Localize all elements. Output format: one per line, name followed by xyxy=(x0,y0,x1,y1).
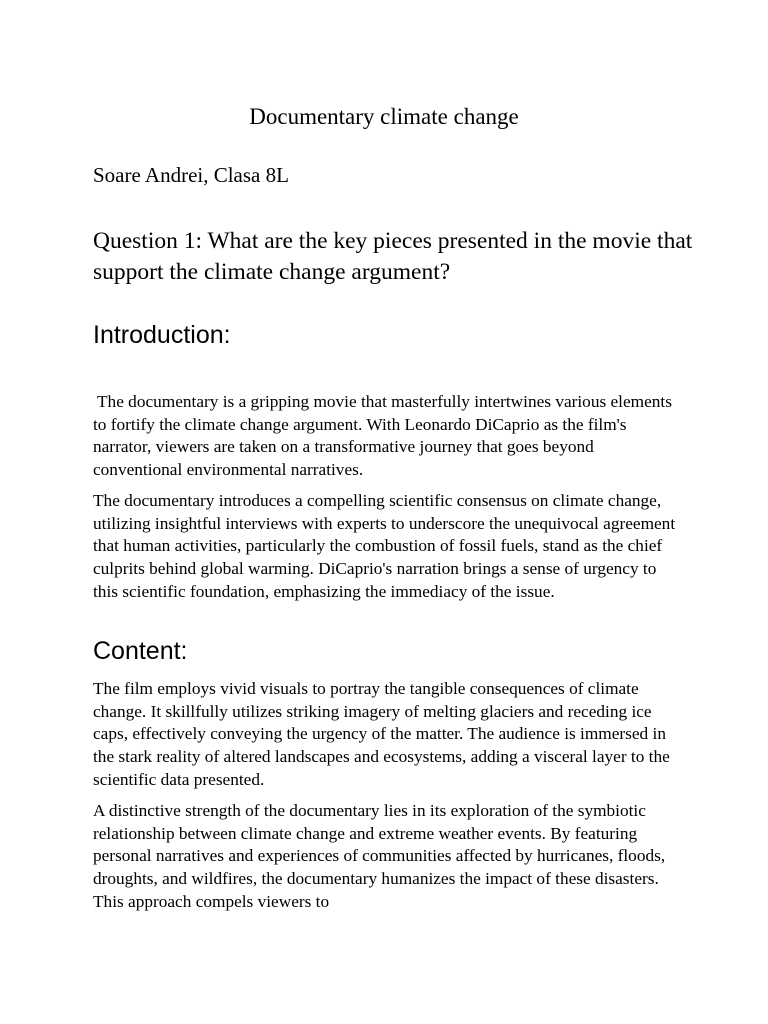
author-line: Soare Andrei, Clasa 8L xyxy=(93,163,289,187)
question-text: Question 1: What are the key pieces presented in the movie that support the climate change argument? xyxy=(93,228,693,285)
intro-paragraph-2: The documentary introduces a compelling scientific consensus on climate change, utilizing insightful interviews with experts to underscore the unequivocal agreement that human activities, particularly the combustion of fossil fuels, stand as the chief culprits behind global warming. DiCaprio's narration brings a sense of urgency to this scientific foundation, emphasizing the immediacy of the issue. xyxy=(93,491,676,601)
section-heading-introduction: Introduction: xyxy=(93,321,231,349)
intro-paragraph-1: The documentary is a gripping movie that masterfully intertwines various elements to fortify the climate change argument. With Leonardo DiCaprio as the film's narrator, viewers are taken on a transformative journey that goes beyond conventional environmental narratives. xyxy=(93,392,672,480)
content-paragraph-1: The film employs vivid visuals to portray the tangible consequences of climate change. It skillfully utilizes striking imagery of melting glaciers and receding ice caps, effectively conveying the urgency of the matter. The audience is immersed in the stark reality of altered landscapes and ecosystems, adding a visceral layer to the scientific data presented. xyxy=(93,679,670,789)
section-heading-content: Content: xyxy=(93,637,188,665)
content-paragraph-2: A distinctive strength of the documentary lies in its exploration of the symbiotic relationship between climate change and extreme weather events. By featuring personal narratives and experiences of communities affected by hurricanes, floods, droughts, and wildfires, the documentary humanizes the impact of these disasters. This approach compels viewers to xyxy=(93,801,666,911)
document-title: Documentary climate change xyxy=(249,104,519,129)
